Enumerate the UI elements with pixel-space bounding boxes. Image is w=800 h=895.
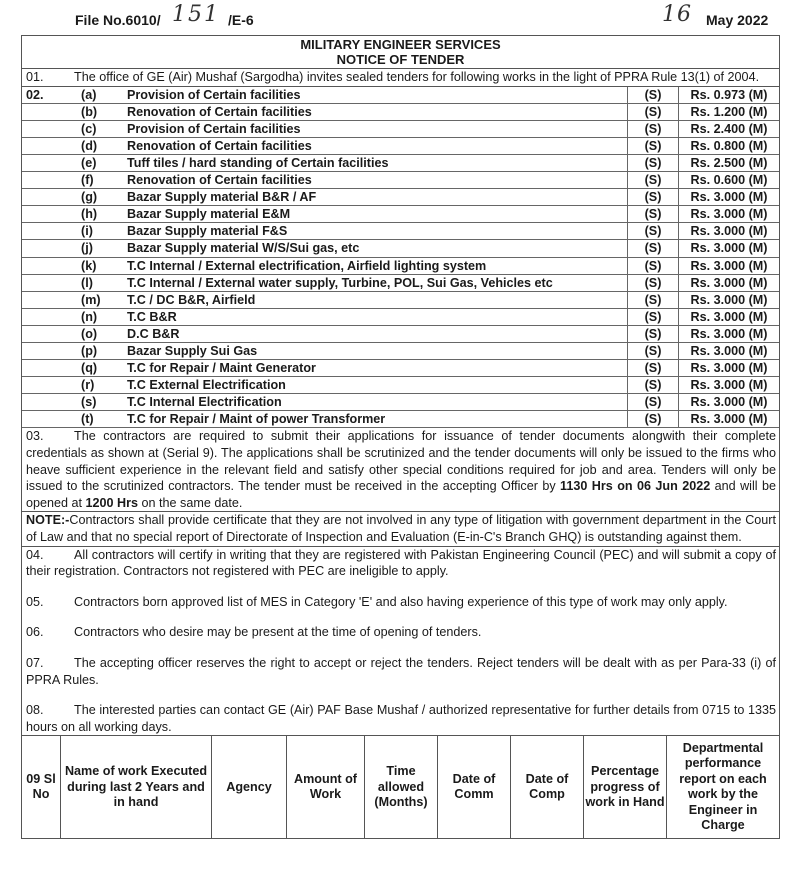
works-table-row [22, 189, 779, 206]
work-description: T.C B&R [127, 308, 628, 325]
serial-number [22, 360, 81, 377]
opening-time: 1200 Hrs [85, 495, 139, 510]
document-header [0, 0, 800, 36]
serial-number [22, 257, 81, 274]
works-table-row [22, 120, 779, 137]
work-description: T.C Internal / External electrification, Airfield lighting system [127, 257, 628, 274]
work-description: Renovation of Certain facilities [127, 137, 628, 154]
work-description: T.C for Repair / Maint of power Transformer [127, 411, 628, 428]
estimated-amount: Rs. 3.000 (M) [679, 308, 780, 325]
paragraph-03 [22, 428, 779, 512]
work-description: T.C Internal Electrification [127, 394, 628, 411]
estimated-amount: Rs. 3.000 (M) [679, 274, 780, 291]
paragraph-06 [22, 624, 779, 641]
item-letter: (k) [81, 257, 127, 274]
estimated-amount: Rs. 0.973 (M) [679, 87, 780, 104]
works-table-row [22, 103, 779, 120]
serial-number [22, 274, 81, 291]
item-letter: (i) [81, 223, 127, 240]
tender-notice-frame [21, 35, 780, 839]
work-category: (S) [628, 189, 679, 206]
item-letter: (g) [81, 189, 127, 206]
work-description: Provision of Certain facilities [127, 87, 628, 104]
experience-table [22, 735, 779, 839]
estimated-amount: Rs. 3.000 (M) [679, 325, 780, 342]
paragraph-text-end: on the same date. [138, 495, 243, 510]
estimated-amount: Rs. 3.000 (M) [679, 223, 780, 240]
works-table-row [22, 172, 779, 189]
work-description: T.C / DC B&R, Airfield [127, 291, 628, 308]
serial-number [22, 137, 81, 154]
item-letter: (r) [81, 377, 127, 394]
works-table [22, 87, 779, 429]
serial-number [22, 120, 81, 137]
serial-number [22, 206, 81, 223]
estimated-amount: Rs. 2.400 (M) [679, 120, 780, 137]
paragraph-08 [22, 702, 779, 735]
paragraph-number: 05. [26, 594, 44, 609]
estimated-amount: Rs. 3.000 (M) [679, 411, 780, 428]
works-table-row [22, 325, 779, 342]
paragraph-text: The contractors are required to submit their applications for issuance of tender documents alongwith their complete credentials as shown at (Serial 9). The applications shall be scrutinized and the tender documents will only be issued to the firms who heave sufficient experience in the relevant field and satisfy other special conditions required for job and area. Tenders will only be issued to the scrutinized contractors. The tender must be received in the accepting Officer by [26, 429, 776, 494]
paragraph-05 [22, 594, 779, 611]
serial-number [22, 223, 81, 240]
column-header: 09 Sl No [22, 736, 61, 839]
work-category: (S) [628, 103, 679, 120]
serial-number [22, 325, 81, 342]
item-letter: (h) [81, 206, 127, 223]
works-table-row [22, 274, 779, 291]
serial-number [22, 189, 81, 206]
estimated-amount: Rs. 1.200 (M) [679, 103, 780, 120]
paragraph-07 [22, 655, 779, 688]
work-description: Renovation of Certain facilities [127, 103, 628, 120]
work-description: Bazar Supply Sui Gas [127, 343, 628, 360]
work-category: (S) [628, 206, 679, 223]
column-header: Time allowed (Months) [365, 736, 438, 839]
item-letter: (o) [81, 325, 127, 342]
serial-number [22, 240, 81, 257]
works-table-row [22, 411, 779, 428]
works-table-row [22, 87, 779, 104]
serial-number [22, 343, 81, 360]
serial-number [22, 411, 81, 428]
handwritten-day: 16 [662, 2, 692, 27]
title-line-1: MILITARY ENGINEER SERVICES [300, 37, 501, 52]
work-category: (S) [628, 291, 679, 308]
column-header: Departmental performance report on each work by the Engineer in Charge [667, 736, 780, 839]
column-header: Amount of Work [287, 736, 365, 839]
works-table-row [22, 137, 779, 154]
estimated-amount: Rs. 3.000 (M) [679, 377, 780, 394]
work-category: (S) [628, 87, 679, 104]
column-header: Percentage progress of work in Hand [584, 736, 667, 839]
serial-number: 02. [22, 87, 81, 104]
work-category: (S) [628, 154, 679, 171]
work-category: (S) [628, 120, 679, 137]
work-description: T.C External Electrification [127, 377, 628, 394]
paragraph-number: 08. [26, 703, 44, 718]
paragraph-01 [22, 69, 779, 87]
works-table-row [22, 154, 779, 171]
estimated-amount: Rs. 0.800 (M) [679, 137, 780, 154]
paragraph-text: The interested parties can contact GE (Air) PAF Base Mushaf / authorized representative for further details from 0715 to 1335 hours on all working days. [26, 703, 776, 734]
work-description: Tuff tiles / hard standing of Certain facilities [127, 154, 628, 171]
work-description: Bazar Supply material E&M [127, 206, 628, 223]
notice-title [22, 36, 779, 69]
work-description: Bazar Supply material B&R / AF [127, 189, 628, 206]
paragraph-text: Contractors born approved list of MES in Category 'E' and also having experience of this type of work may only apply. [74, 594, 728, 609]
works-table-row [22, 206, 779, 223]
handwritten-serial: 151 [172, 2, 220, 27]
paragraph-number: 04. [26, 547, 44, 562]
column-header: Date of Comp [511, 736, 584, 839]
estimated-amount: Rs. 3.000 (M) [679, 360, 780, 377]
paragraph-text: The accepting officer reserves the right to accept or reject the tenders. Reject tenders will be dealt with as per Para-33 (i) of PPRA Rules. [26, 656, 776, 687]
paragraph-number: 03. [26, 429, 44, 444]
column-header: Date of Comm [438, 736, 511, 839]
works-table-row [22, 394, 779, 411]
column-header: Agency [212, 736, 287, 839]
work-category: (S) [628, 172, 679, 189]
work-category: (S) [628, 257, 679, 274]
title-line-2: NOTICE OF TENDER [336, 52, 465, 67]
estimated-amount: Rs. 3.000 (M) [679, 291, 780, 308]
paragraph-text-cont: and will be opened at [26, 479, 776, 510]
item-letter: (p) [81, 343, 127, 360]
work-category: (S) [628, 274, 679, 291]
work-category: (S) [628, 137, 679, 154]
work-description: Provision of Certain facilities [127, 120, 628, 137]
note-paragraph [22, 512, 779, 546]
work-category: (S) [628, 240, 679, 257]
serial-number [22, 154, 81, 171]
serial-number [22, 394, 81, 411]
work-description: Renovation of Certain facilities [127, 172, 628, 189]
submission-deadline: 1130 Hrs on 06 Jun 2022 [560, 479, 711, 494]
item-letter: (e) [81, 154, 127, 171]
item-letter: (s) [81, 394, 127, 411]
estimated-amount: Rs. 3.000 (M) [679, 240, 780, 257]
item-letter: (n) [81, 308, 127, 325]
paragraph-text: The office of GE (Air) Mushaf (Sargodha) invites sealed tenders for following works in the light of PPRA Rule 13(1) of 2004. [74, 70, 760, 84]
works-table-row [22, 240, 779, 257]
paragraph-text: All contractors will certify in writing that they are registered with Pakistan Engineering Council (PEC) and will submit a copy of their registration. Contractors not registered with PEC are ineligible to apply. [26, 547, 776, 579]
estimated-amount: Rs. 3.000 (M) [679, 189, 780, 206]
file-number-suffix: /E-6 [228, 12, 254, 28]
column-header: Name of work Executed during last 2 Years and in hand [61, 736, 212, 839]
serial-number [22, 172, 81, 189]
estimated-amount: Rs. 2.500 (M) [679, 154, 780, 171]
item-letter: (c) [81, 120, 127, 137]
estimated-amount: Rs. 3.000 (M) [679, 394, 780, 411]
item-letter: (t) [81, 411, 127, 428]
paragraph-04 [22, 547, 779, 580]
paragraph-text: Contractors who desire may be present at the time of opening of tenders. [74, 625, 482, 640]
experience-table-header [22, 736, 779, 839]
serial-number [22, 308, 81, 325]
paragraph-number: 01. [26, 70, 44, 84]
item-letter: (f) [81, 172, 127, 189]
work-description: Bazar Supply material F&S [127, 223, 628, 240]
works-table-row [22, 223, 779, 240]
work-category: (S) [628, 394, 679, 411]
works-table-row [22, 257, 779, 274]
works-table-row [22, 291, 779, 308]
estimated-amount: Rs. 3.000 (M) [679, 206, 780, 223]
item-letter: (b) [81, 103, 127, 120]
works-table-row [22, 360, 779, 377]
note-text: Contractors shall provide certificate that they are not involved in any type of litigation with government department in the Court of Law and that no special report of Directorate of Inspection and Evaluation (E-in-C's Branch GHQ) is outstanding against them. [26, 513, 776, 545]
document-date: May 2022 [706, 12, 769, 28]
work-category: (S) [628, 411, 679, 428]
serial-number [22, 103, 81, 120]
work-category: (S) [628, 377, 679, 394]
paragraph-number: 06. [26, 625, 44, 640]
work-description: T.C for Repair / Maint Generator [127, 360, 628, 377]
paragraph-number: 07. [26, 656, 44, 670]
file-number-prefix: File No.6010/ [75, 12, 161, 28]
work-description: T.C Internal / External water supply, Turbine, POL, Sui Gas, Vehicles etc [127, 274, 628, 291]
item-letter: (l) [81, 274, 127, 291]
estimated-amount: Rs. 3.000 (M) [679, 343, 780, 360]
estimated-amount: Rs. 0.600 (M) [679, 172, 780, 189]
work-description: Bazar Supply material W/S/Sui gas, etc [127, 240, 628, 257]
work-category: (S) [628, 343, 679, 360]
works-table-row [22, 377, 779, 394]
work-category: (S) [628, 223, 679, 240]
works-table-row [22, 343, 779, 360]
work-category: (S) [628, 308, 679, 325]
item-letter: (a) [81, 87, 127, 104]
item-letter: (j) [81, 240, 127, 257]
serial-number [22, 377, 81, 394]
item-letter: (m) [81, 291, 127, 308]
works-table-row [22, 308, 779, 325]
work-category: (S) [628, 360, 679, 377]
item-letter: (d) [81, 137, 127, 154]
serial-number [22, 291, 81, 308]
note-label: NOTE:- [26, 513, 70, 528]
work-description: D.C B&R [127, 325, 628, 342]
item-letter: (q) [81, 360, 127, 377]
estimated-amount: Rs. 3.000 (M) [679, 257, 780, 274]
work-category: (S) [628, 325, 679, 342]
